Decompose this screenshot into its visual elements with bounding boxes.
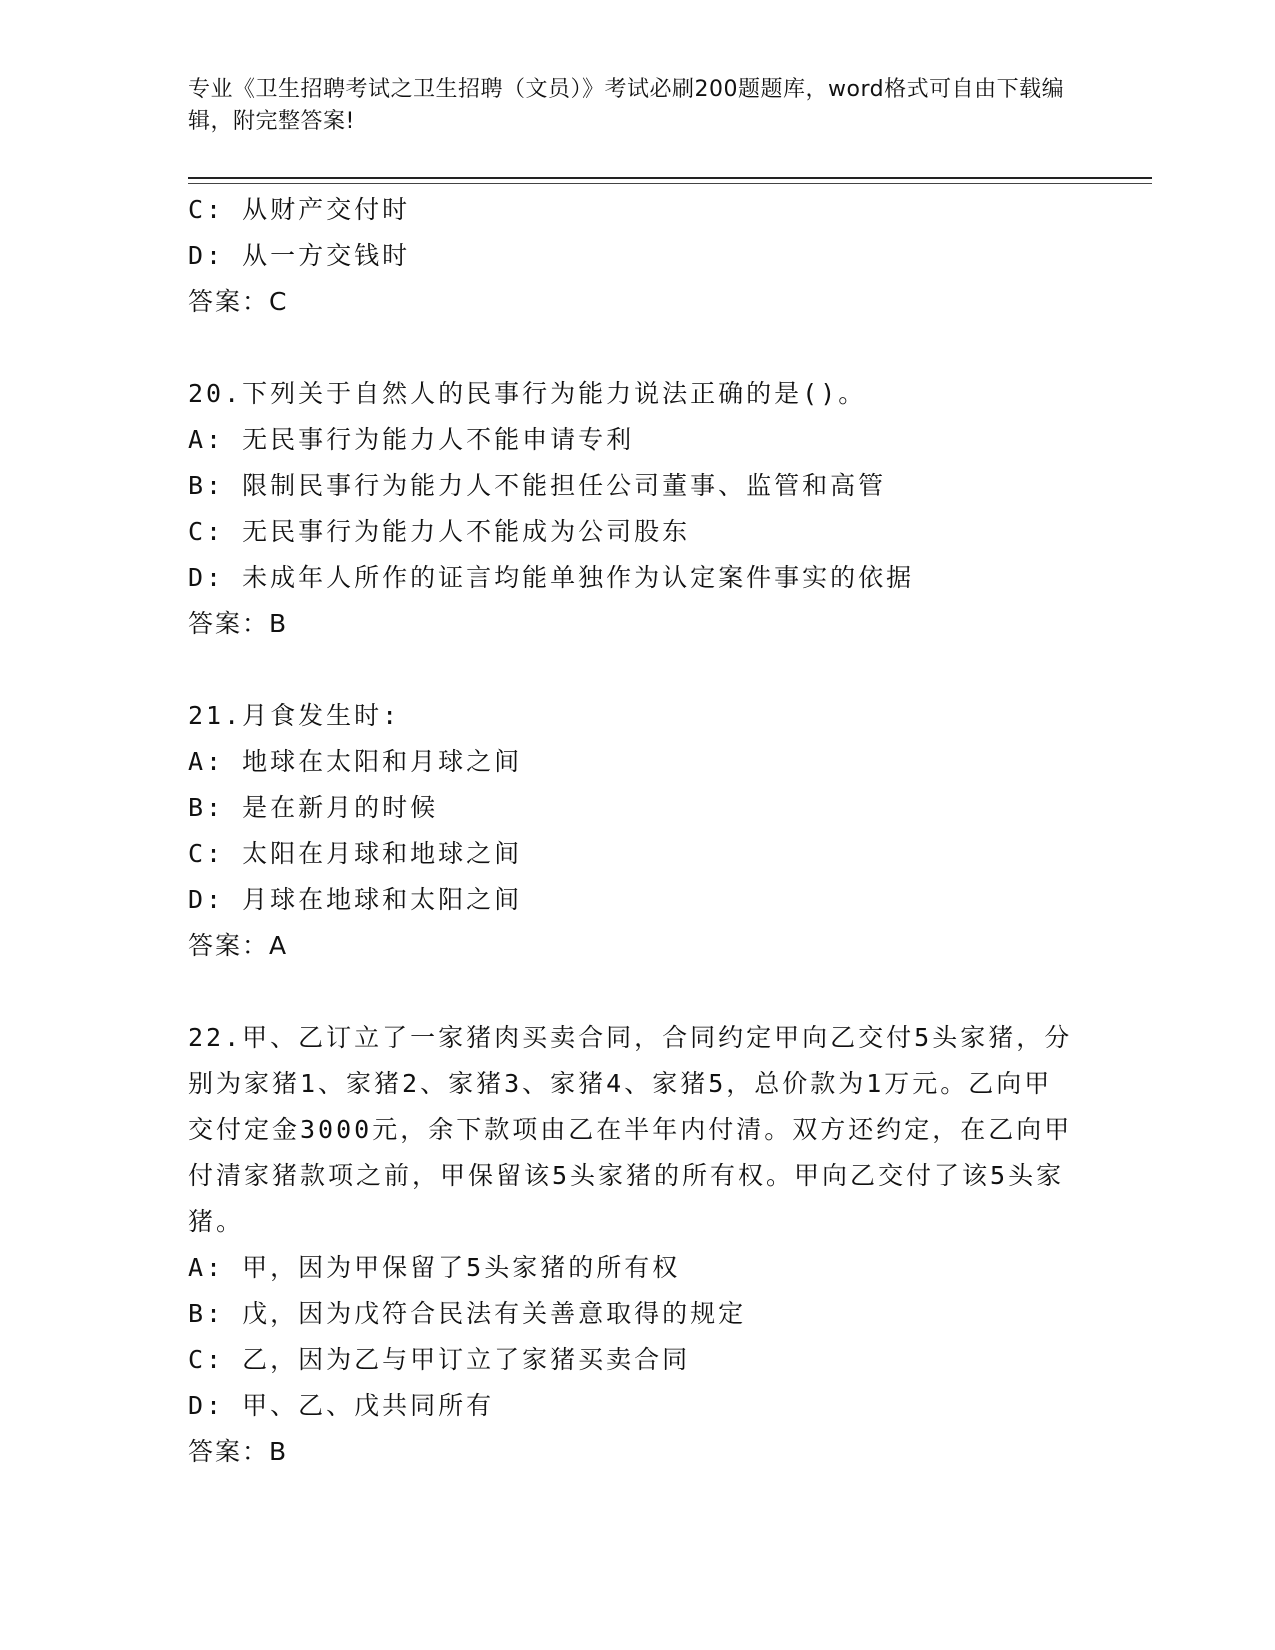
option-b: B: 戊，因为戊符合民法有关善意取得的规定 bbox=[188, 1299, 747, 1328]
option-a: A: 地球在太阳和月球之间 bbox=[188, 747, 523, 776]
answer: 答案：C bbox=[188, 287, 289, 316]
question-stem: 22.甲、乙订立了一家猪肉买卖合同，合同约定甲向乙交付5头家猪，分别为家猪1、家猪2、家猪3、家猪4、家猪5，总价款为1万元。乙向甲交付定金3000元，余下款项由乙在半年内付清。双方还约定，在乙向甲付清家猪款项之前，甲保留该5头家猪的所有权。甲向乙交付了该5头家猪。 bbox=[188, 1023, 1073, 1236]
header-rule-thick bbox=[188, 177, 1152, 179]
header-rule-thin bbox=[188, 183, 1152, 184]
spacer bbox=[188, 969, 1088, 1015]
option-d: D: 月球在地球和太阳之间 bbox=[188, 885, 523, 914]
answer: 答案：A bbox=[188, 931, 289, 960]
option-b: B: 是在新月的时候 bbox=[188, 793, 439, 822]
option-c: C: 无民事行为能力人不能成为公司股东 bbox=[188, 517, 691, 546]
question-stem: 20.下列关于自然人的民事行为能力说法正确的是()。 bbox=[188, 379, 867, 408]
option-d: D: 从一方交钱时 bbox=[188, 241, 411, 270]
option-c: C: 太阳在月球和地球之间 bbox=[188, 839, 523, 868]
option-b: B: 限制民事行为能力人不能担任公司董事、监管和高管 bbox=[188, 471, 887, 500]
question-22 bbox=[188, 1015, 1088, 1475]
option-a: A: 甲，因为甲保留了5头家猪的所有权 bbox=[188, 1253, 681, 1282]
question-stem: 21.月食发生时: bbox=[188, 701, 401, 730]
option-c: C: 乙，因为乙与甲订立了家猪买卖合同 bbox=[188, 1345, 691, 1374]
question-20 bbox=[188, 371, 1088, 647]
answer: 答案：B bbox=[188, 1437, 289, 1466]
question-21 bbox=[188, 693, 1088, 969]
spacer bbox=[188, 325, 1088, 371]
option-c: C: 从财产交付时 bbox=[188, 195, 411, 224]
document-header: 专业《卫生招聘考试之卫生招聘（文员）》考试必刷200题题库，word格式可自由下载编辑，附完整答案! bbox=[188, 77, 1065, 134]
option-d: D: 未成年人所作的证言均能单独作为认定案件事实的依据 bbox=[188, 563, 915, 592]
question-19-continued bbox=[188, 187, 1088, 325]
spacer bbox=[188, 647, 1088, 693]
question-list bbox=[188, 187, 1088, 1475]
answer: 答案：B bbox=[188, 609, 289, 638]
option-a: A: 无民事行为能力人不能申请专利 bbox=[188, 425, 635, 454]
option-d: D: 甲、乙、戊共同所有 bbox=[188, 1391, 495, 1420]
